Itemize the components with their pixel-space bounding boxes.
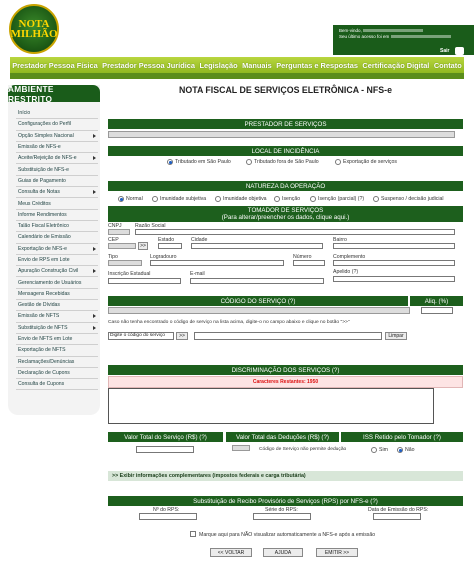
radio-isencao[interactable]	[274, 196, 280, 202]
codigo-hint: Caso não tenha encontrado o código de serviço na lista acima, digite-o no campo abaixo e clique no botão ">>"	[108, 320, 350, 325]
submenu-arrow-icon	[93, 247, 96, 251]
submenu-arrow-icon	[93, 326, 96, 330]
radio-tributado-fora[interactable]	[246, 159, 252, 165]
submenu-arrow-icon	[93, 134, 96, 138]
sidebar-item[interactable]	[16, 300, 98, 311]
logout-link[interactable]: Sair	[440, 48, 450, 54]
sidebar-item-label: Declaração de Cupons	[18, 369, 70, 376]
estado-input[interactable]	[158, 243, 182, 249]
complemento-label: Complemento	[333, 254, 366, 260]
sidebar-item-label: Consulta de Notas	[18, 189, 60, 196]
deducao-note: Código de Serviço não permite dedução	[259, 447, 347, 452]
rps-data-input[interactable]	[373, 513, 421, 520]
sidebar-item-label: Apuração Construção Civil	[18, 268, 79, 275]
razao-input[interactable]	[135, 229, 455, 235]
tipo-select[interactable]	[108, 260, 142, 266]
radio-iss-sim[interactable]	[371, 447, 377, 453]
submenu-arrow-icon	[93, 314, 96, 318]
sidebar-item[interactable]	[16, 210, 98, 221]
sidebar-item[interactable]	[16, 357, 98, 368]
sidebar-item[interactable]	[16, 345, 98, 356]
radio-isencao-parcial[interactable]	[310, 196, 316, 202]
label-iss-nao: Não	[405, 447, 415, 453]
sidebar-item-label: Exportação de NFS-e	[18, 245, 67, 252]
nav-legislacao[interactable]: Legislação	[199, 60, 238, 70]
apelido-label: Apelido (?)	[333, 269, 359, 275]
aliquota-input[interactable]	[421, 307, 453, 314]
top-navigation	[10, 57, 464, 73]
sidebar-item-label: Reclamações/Denúncias	[18, 358, 75, 365]
no-preview-label: Marque aqui para NÃO visualizar automaticamente a NFS-e após a emissão	[199, 532, 376, 538]
sidebar-item-label: Substituição de NFTS	[18, 324, 68, 331]
estado-label: Estado	[158, 237, 175, 243]
nav-pessoa-fisica[interactable]: Prestador Pessoa Física	[12, 60, 98, 70]
sidebar-item[interactable]	[16, 255, 98, 266]
sidebar-item[interactable]	[16, 334, 98, 345]
sidebar-item-label: Informe Rendimentos	[18, 211, 67, 218]
tomador-title: TOMADOR DE SERVIÇOS	[247, 207, 324, 214]
label-isencao-parcial: Isenção (parcial) (?)	[318, 196, 365, 202]
rps-serie-label: Série do RPS:	[265, 507, 298, 513]
nav-perguntas[interactable]: Perguntas e Respostas	[276, 60, 358, 70]
tomador-subtitle[interactable]: (Para alterar/preencher os dados, clique aqui.)	[221, 214, 350, 221]
sidebar-item-label: Gerenciamento de Usuários	[18, 279, 82, 286]
submenu-arrow-icon	[93, 156, 96, 160]
iss-header: ISS Retido pelo Tomador (?)	[341, 432, 463, 442]
rps-numero-input[interactable]	[139, 513, 197, 520]
sidebar-item-label: Exportação de NFTS	[18, 347, 66, 354]
tipo-label: Tipo	[108, 254, 118, 260]
nav-manuais[interactable]: Manuais	[242, 60, 272, 70]
label-tributado-fora: Tributado fora de São Paulo	[254, 159, 319, 165]
prestador-select[interactable]	[108, 131, 455, 138]
cep-search-button[interactable]: >>	[138, 242, 148, 250]
sidebar-menu	[16, 108, 98, 390]
radio-suspenso[interactable]	[373, 196, 379, 202]
page-title: NOTA FISCAL DE SERVIÇOS ELETRÔNICA - NFS-e	[179, 85, 392, 95]
rps-numero-label: Nº do RPS:	[153, 507, 180, 513]
deducoes-input[interactable]	[232, 445, 250, 451]
sidebar-item[interactable]	[16, 277, 98, 288]
email-label: E-mail	[190, 271, 205, 277]
sidebar-item-label: Envio de RPS em Lote	[18, 257, 70, 263]
discriminacao-textarea[interactable]	[108, 388, 434, 424]
inscricao-input[interactable]	[108, 278, 181, 284]
incidencia-header: LOCAL DE INCIDÊNCIA	[108, 146, 463, 156]
codigo-description[interactable]	[194, 332, 382, 340]
last-access-redacted	[391, 35, 451, 38]
numero-label: Número	[293, 254, 312, 260]
sidebar-item-label: Meus Créditos	[18, 200, 51, 207]
sidebar-item[interactable]	[16, 232, 98, 243]
label-imunidade-objetiva: Imunidade objetiva	[223, 196, 267, 202]
razao-label: Razão Social	[135, 223, 166, 229]
sidebar-item-label: Emissão de NFTS	[18, 313, 60, 320]
info-complementares-toggle[interactable]: >> Exibir informações complementares (impostos federais e carga tributária)	[108, 471, 463, 481]
sidebar-item[interactable]	[16, 244, 98, 255]
sidebar-item-label: Opção Simples Nacional	[18, 132, 74, 139]
logout-icon[interactable]	[455, 47, 464, 55]
sidebar-item[interactable]	[16, 187, 98, 198]
sidebar-item-label: Gestão de Dívidas	[18, 302, 60, 309]
user-greeting: Bem-vindo,	[339, 28, 362, 33]
inscricao-label: Inscrição Estadual	[108, 271, 151, 277]
natureza-header: NATUREZA DA OPERAÇÃO	[108, 181, 463, 191]
nota-milhao-logo[interactable]	[9, 4, 59, 54]
chars-remaining: Caracteres Restantes: 1950	[108, 376, 463, 388]
label-suspenso: Suspenso / decisão judicial	[381, 196, 444, 202]
cnpj-label: CNPJ	[108, 223, 122, 229]
logo-text-top: NOTA	[18, 18, 50, 30]
sidebar-item[interactable]	[16, 142, 98, 153]
sidebar-item[interactable]	[16, 323, 98, 334]
radio-imunidade-subjetiva[interactable]	[152, 196, 158, 202]
tomador-header[interactable]	[108, 206, 463, 222]
sidebar-item-label: Aceite/Rejeição de NFS-e	[18, 155, 77, 162]
sidebar-item-label: Substituição de NFS-e	[18, 166, 69, 173]
prestador-header: PRESTADOR DE SERVIÇOS	[108, 119, 463, 129]
cidade-label: Cidade	[191, 237, 208, 243]
sidebar-item-label: Configurações do Perfil	[18, 121, 71, 128]
logo-text-bottom: MILHÃO	[10, 28, 58, 40]
sidebar-item-label: Emissão de NFS-e	[18, 144, 61, 151]
sidebar-item[interactable]	[16, 368, 98, 379]
valor-total-header: Valor Total do Serviço (R$) (?)	[108, 432, 223, 442]
codigo-input[interactable]: Digite o código do serviço	[108, 332, 174, 340]
sidebar-item-label: Início	[18, 110, 31, 117]
rps-data-label: Data de Emissão do RPS:	[368, 507, 429, 513]
last-access-label: Seu último acesso foi em	[339, 34, 390, 39]
radio-imunidade-objetiva[interactable]	[215, 196, 221, 202]
rps-serie-input[interactable]	[253, 513, 311, 520]
label-isencao: Isenção	[282, 196, 301, 202]
sidebar-item-label: Guias de Pagamento	[18, 177, 66, 184]
radio-tributado-sp[interactable]	[167, 159, 173, 165]
sidebar-item[interactable]	[16, 266, 98, 277]
sidebar-item[interactable]	[16, 153, 98, 164]
email-input[interactable]	[190, 278, 324, 284]
cep-label: CEP	[108, 237, 119, 243]
header	[0, 0, 474, 56]
apelido-input[interactable]	[333, 276, 455, 282]
label-imunidade-subjetiva: Imunidade subjetiva	[160, 196, 207, 202]
nav-contato[interactable]: Contato	[433, 60, 462, 70]
emit-button[interactable]: EMITIR >>	[316, 548, 358, 557]
submenu-arrow-icon	[93, 269, 96, 273]
cep-input[interactable]	[108, 243, 136, 249]
sidebar-item[interactable]	[16, 311, 98, 322]
discriminacao-header: DISCRIMINAÇÃO DOS SERVIÇOS (?)	[108, 365, 463, 375]
radio-exportacao[interactable]	[335, 159, 341, 165]
sidebar-item[interactable]	[16, 131, 98, 142]
aliquota-header: Aliq. (%)	[410, 296, 463, 306]
sidebar-item-label: Envio de NFTS em Lote	[18, 336, 73, 343]
valor-total-input[interactable]	[136, 446, 194, 453]
sidebar-item-label: Talão Fiscal Eletrônico	[18, 223, 69, 230]
sidebar-item-label: Mensagens Recebidas	[18, 290, 70, 297]
sidebar-item[interactable]	[16, 379, 98, 390]
codigo-select[interactable]	[108, 307, 410, 314]
sidebar-title: AMBIENTE RESTRITO	[8, 85, 100, 102]
bairro-label: Bairro	[333, 237, 347, 243]
logradouro-label: Logradouro	[150, 254, 177, 260]
user-info-box	[333, 25, 474, 55]
cidade-input[interactable]	[191, 243, 323, 249]
numero-input[interactable]	[293, 260, 325, 266]
complemento-input[interactable]	[333, 260, 455, 266]
nav-certificacao[interactable]: Certificação Digital	[362, 60, 430, 70]
label-exportacao: Exportação de serviços	[343, 159, 397, 165]
submenu-arrow-icon	[93, 190, 96, 194]
rps-header: Substituição de Recibo Provisório de Serviços (RPS) por NFS-e (?)	[108, 496, 463, 506]
bairro-input[interactable]	[333, 243, 455, 249]
radio-normal[interactable]	[118, 196, 124, 202]
sidebar-item[interactable]	[16, 108, 98, 119]
user-name-redacted	[363, 29, 423, 32]
sidebar-item[interactable]	[16, 176, 98, 187]
sidebar-item[interactable]	[16, 119, 98, 130]
label-tributado-sp: Tributado em São Paulo	[175, 159, 231, 165]
sidebar-item-label: Calendário de Emissão	[18, 234, 71, 241]
sidebar-item[interactable]	[16, 221, 98, 232]
codigo-clear-button[interactable]: Limpar	[385, 332, 407, 340]
cnpj-input[interactable]	[108, 229, 130, 235]
logradouro-input[interactable]	[150, 260, 284, 266]
deducoes-header: Valor Total das Deduções (R$) (?)	[226, 432, 339, 442]
back-button[interactable]: << VOLTAR	[210, 548, 252, 557]
sidebar-item[interactable]	[16, 198, 98, 209]
label-normal: Normal	[126, 196, 143, 202]
nav-pessoa-juridica[interactable]: Prestador Pessoa Jurídica	[102, 60, 195, 70]
no-preview-checkbox[interactable]	[190, 531, 196, 537]
nav-underline	[10, 73, 464, 79]
codigo-go-button[interactable]: >>	[176, 332, 188, 340]
sidebar-item[interactable]	[16, 289, 98, 300]
sidebar-item-label: Consulta de Cupons	[18, 381, 65, 388]
radio-iss-nao[interactable]	[397, 447, 403, 453]
help-button[interactable]: AJUDA	[263, 548, 303, 557]
codigo-header: CÓDIGO DO SERVIÇO (?)	[108, 296, 408, 306]
label-iss-sim: Sim	[379, 447, 388, 453]
sidebar-item[interactable]	[16, 164, 98, 175]
